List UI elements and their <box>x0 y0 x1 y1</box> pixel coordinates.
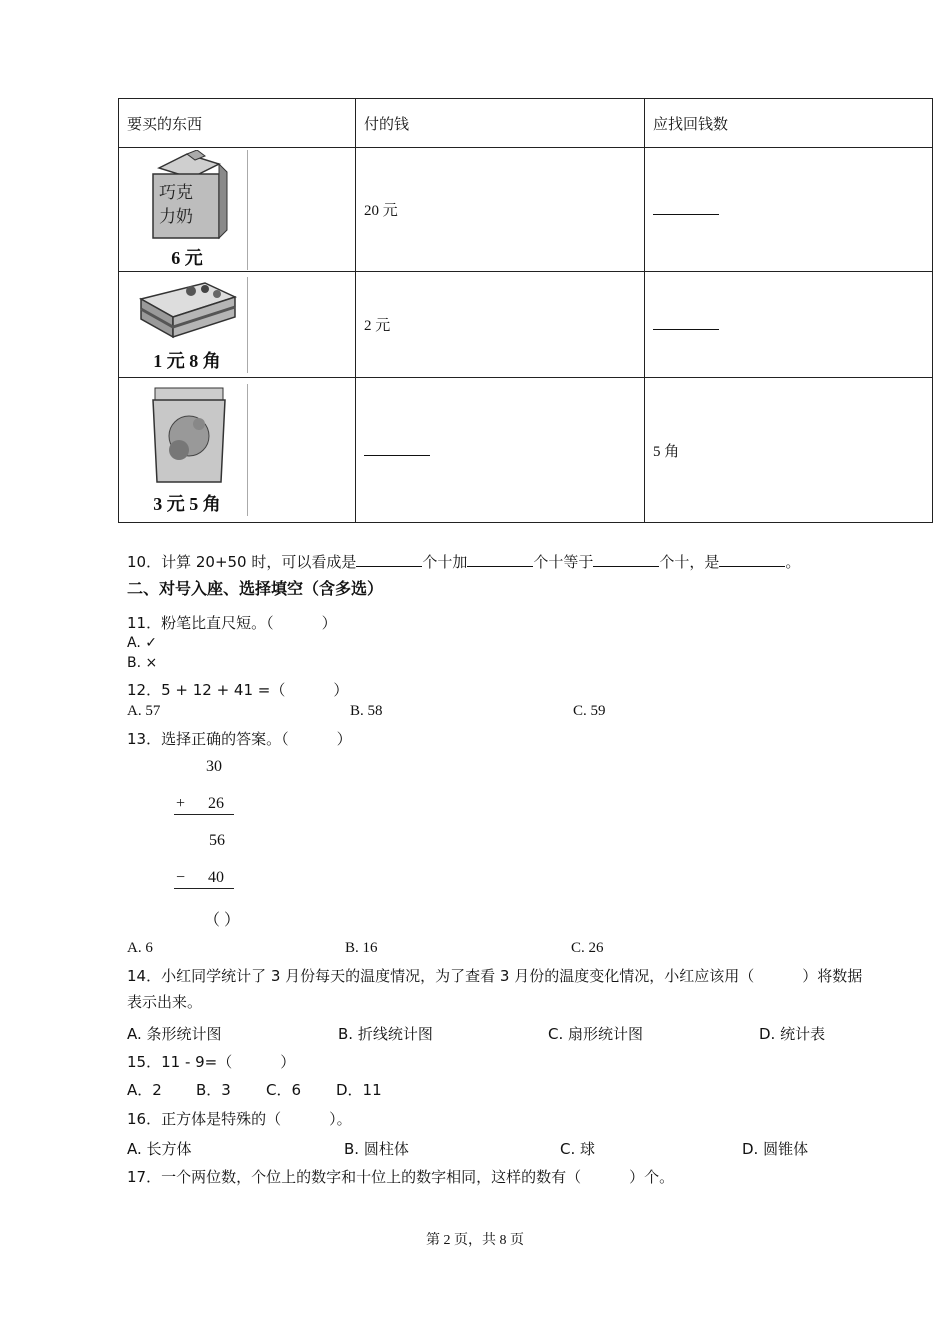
q15-option-a[interactable]: A．2 <box>127 1081 162 1099</box>
q10-blank-1[interactable] <box>356 552 422 567</box>
change-cell[interactable] <box>645 272 933 378</box>
q10-blank-2[interactable] <box>467 552 533 567</box>
chocolate-milk-picture <box>127 150 248 270</box>
paid-value: 20 元 <box>364 203 398 219</box>
question-15: 15．11 - 9=（ ） <box>127 1053 296 1071</box>
paid-blank[interactable] <box>364 441 430 456</box>
question-16: 16．正方体是特殊的（ ）。 <box>127 1110 352 1128</box>
calc-number-3: 40 <box>208 869 224 886</box>
q15-option-b[interactable]: B．3 <box>196 1081 231 1099</box>
header-change: 应找回钱数 <box>645 99 933 148</box>
q10-blank-3[interactable] <box>593 552 659 567</box>
item-cell <box>119 378 356 523</box>
q16-option-b[interactable]: B. 圆柱体 <box>344 1140 409 1158</box>
q13-option-b[interactable]: B. 16 <box>345 940 378 956</box>
calc-minus-sign: − <box>176 869 186 886</box>
q16-option-a[interactable]: A. 长方体 <box>127 1140 192 1158</box>
chocolate-milk-box-icon <box>139 150 235 242</box>
q11-option-b[interactable]: B. × <box>127 655 158 671</box>
q13-option-c[interactable]: C. 26 <box>571 940 604 956</box>
paid-value: 2 元 <box>364 318 391 334</box>
question-13: 13．选择正确的答案。（ ） <box>127 730 352 748</box>
question-14: 14．小红同学统计了 3 月份每天的温度情况，为了查看 3 月份的温度变化情况，小红应该用（ ）将数据 <box>127 967 863 985</box>
calc-plus-sign: + <box>176 795 186 812</box>
calc-answer-box[interactable]: （ ） <box>204 912 241 929</box>
price-label: 3 元 5 角 <box>153 494 221 514</box>
calc-number-1: 30 <box>206 758 222 775</box>
change-blank[interactable] <box>653 315 719 330</box>
price-label: 1 元 8 角 <box>153 350 221 371</box>
question-14-line-2: 表示出来。 <box>127 993 203 1011</box>
q16-option-c[interactable]: C. 球 <box>560 1140 596 1158</box>
q11-option-a[interactable]: A. ✓ <box>127 635 157 651</box>
paid-cell <box>356 272 645 378</box>
change-cell <box>645 378 933 523</box>
section-title: 二、对号入座、选择填空（含多选） <box>127 579 384 598</box>
q14-option-d[interactable]: D. 统计表 <box>759 1025 826 1043</box>
cake-picture <box>127 277 248 373</box>
page-footer: 第 2 页，共 8 页 <box>426 1233 524 1248</box>
q12-option-a[interactable]: A. 57 <box>127 703 161 719</box>
calc-line-1 <box>174 814 234 815</box>
q12-option-b[interactable]: B. 58 <box>350 703 383 719</box>
q13-option-a[interactable]: A. 6 <box>127 940 153 956</box>
box-text-line1: 巧克 <box>159 182 193 203</box>
calc-line-2 <box>174 888 234 889</box>
item-cell <box>119 148 356 272</box>
question-10: 10．计算 20+50 时，可以看成是 个十加 个十等于 个十，是 。 <box>127 553 801 571</box>
table-row <box>119 148 933 272</box>
question-11: 11．粉笔比直尺短。（ ） <box>127 614 337 632</box>
header-item: 要买的东西 <box>119 99 356 148</box>
q12-option-c[interactable]: C. 59 <box>573 703 606 719</box>
q16-option-d[interactable]: D. 圆锥体 <box>742 1140 809 1158</box>
calc-number-2: 26 <box>208 795 224 812</box>
paid-cell <box>356 148 645 272</box>
q15-option-c[interactable]: C．6 <box>266 1081 302 1099</box>
q10-blank-4[interactable] <box>719 552 785 567</box>
change-cell[interactable] <box>645 148 933 272</box>
box-text-line2: 力奶 <box>159 206 193 227</box>
change-value: 5 角 <box>653 443 680 460</box>
q14-option-b[interactable]: B. 折线统计图 <box>338 1025 433 1043</box>
cake-slice-icon <box>135 277 239 345</box>
header-paid: 付的钱 <box>356 99 645 148</box>
paid-cell[interactable] <box>356 378 645 523</box>
table-row <box>119 378 933 523</box>
snack-bag-picture <box>127 384 248 516</box>
question-17: 17．一个两位数，个位上的数字和十位上的数字相同，这样的数有（ ）个。 <box>127 1168 675 1186</box>
shopping-table <box>118 98 933 523</box>
question-12: 12．5 + 12 + 41 =（ ） <box>127 681 349 699</box>
q14-option-a[interactable]: A. 条形统计图 <box>127 1025 222 1043</box>
price-label: 6 元 <box>171 247 203 268</box>
calc-result-1: 56 <box>209 832 225 849</box>
table-row <box>119 272 933 378</box>
q14-option-c[interactable]: C. 扇形统计图 <box>548 1025 644 1043</box>
item-cell <box>119 272 356 378</box>
change-blank[interactable] <box>653 200 719 215</box>
q15-option-d[interactable]: D．11 <box>336 1081 382 1099</box>
snack-bag-icon <box>139 384 235 488</box>
